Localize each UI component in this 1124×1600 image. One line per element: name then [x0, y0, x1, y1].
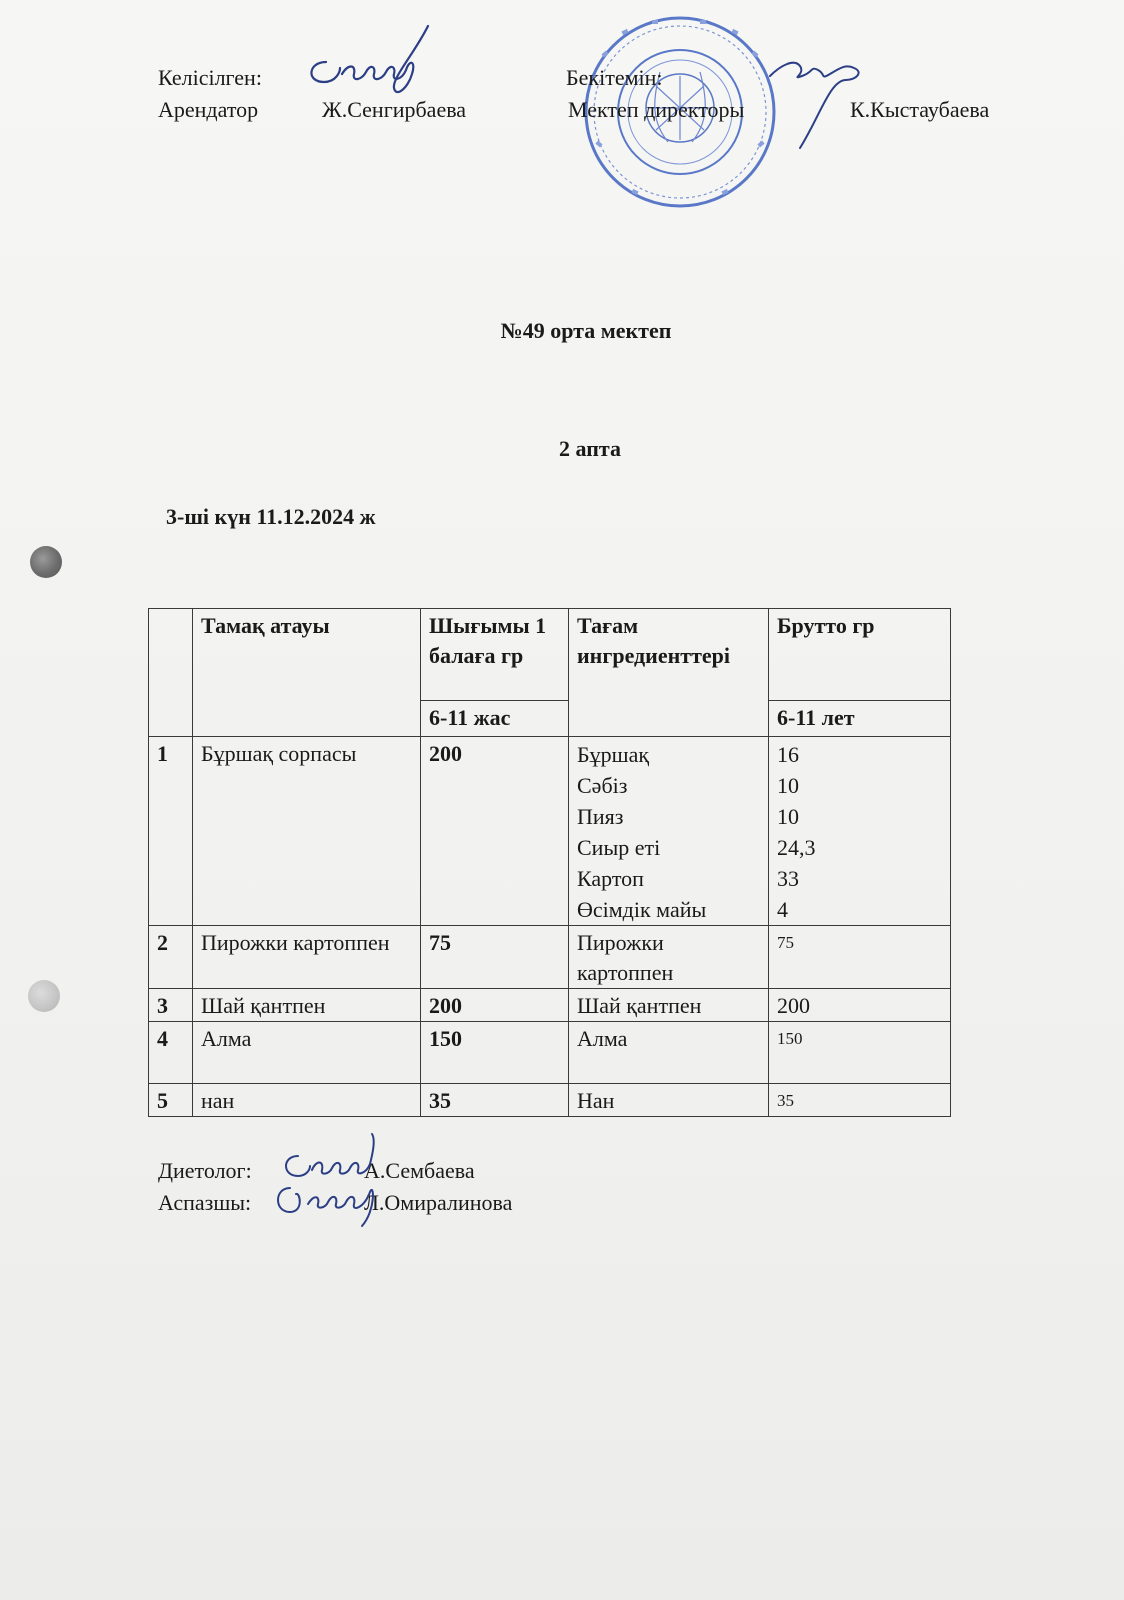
dietolog-name: А.Сембаева [364, 1158, 475, 1183]
age-kz-header: 6-11 жас [421, 701, 569, 737]
punch-hole [30, 546, 62, 578]
day-title: 3-ші күн 11.12.2024 ж [166, 504, 376, 529]
dish-output: 150 [421, 1022, 569, 1084]
dish-output: 75 [421, 926, 569, 989]
row-number: 5 [149, 1084, 193, 1117]
ingredient: Алма [569, 1022, 769, 1084]
dish-output: 200 [421, 989, 569, 1022]
tenant-role: Арендатор [158, 97, 259, 122]
director-name: К.Кыстаубаева [850, 97, 990, 122]
table-header-row [149, 609, 951, 701]
row-number: 1 [149, 737, 193, 926]
table-row [149, 926, 951, 989]
approve-label: Бекітемін: [566, 65, 663, 90]
ingredients-cell [569, 737, 769, 926]
brutto-header: Брутто гр [769, 609, 951, 701]
brutto-value: 10 [777, 804, 799, 829]
row-number: 4 [149, 1022, 193, 1084]
num-header [149, 609, 193, 737]
brutto-value: 75 [769, 926, 951, 989]
menu-table [148, 608, 951, 1117]
brutto-value: 150 [769, 1022, 951, 1084]
week-title: 2 апта [559, 436, 621, 461]
brutto-value: 16 [777, 742, 799, 767]
table-row [149, 737, 951, 926]
agreed-label: Келісілген: [158, 65, 262, 90]
table-row [149, 1022, 951, 1084]
ingredient: Сәбіз [577, 773, 628, 798]
table-row [149, 989, 951, 1022]
cook-signature [270, 1170, 382, 1230]
tenant-signature [296, 18, 446, 98]
cook-name: Л.Омиралинова [364, 1190, 513, 1215]
ingredient: Шай қантпен [569, 989, 769, 1022]
brutto-value: 10 [777, 773, 799, 798]
ingredient: Бұршақ [577, 742, 650, 767]
brutto-value: 200 [769, 989, 951, 1022]
dietolog-label: Диетолог: [158, 1158, 252, 1183]
dish-name: Бұршақ сорпасы [193, 737, 421, 926]
brutto-cell [769, 737, 951, 926]
ingredient: Нан [569, 1084, 769, 1117]
dish-output: 200 [421, 737, 569, 926]
dish-name: нан [193, 1084, 421, 1117]
ingredient: Пирожки картоппен [569, 926, 769, 989]
ingredients-header: Тағам ингредиенттері [569, 609, 769, 737]
brutto-value: 4 [777, 897, 788, 922]
row-number: 3 [149, 989, 193, 1022]
dish-name: Шай қантпен [193, 989, 421, 1022]
director-role: Мектеп директоры [568, 97, 745, 122]
ingredient: Өсімдік майы [577, 897, 707, 922]
punch-hole [28, 980, 60, 1012]
dish-name: Алма [193, 1022, 421, 1084]
brutto-value: 33 [777, 866, 799, 891]
tenant-name: Ж.Сенгирбаева [322, 97, 467, 122]
school-title: №49 орта мектеп [500, 318, 672, 343]
director-signature [760, 36, 880, 154]
row-number: 2 [149, 926, 193, 989]
name-header: Тамақ атауы [193, 609, 421, 737]
brutto-value: 35 [769, 1084, 951, 1117]
brutto-value: 24,3 [777, 835, 816, 860]
age-ru-header: 6-11 лет [769, 701, 951, 737]
output-header: Шығымы 1 балаға гр [421, 609, 569, 701]
dish-output: 35 [421, 1084, 569, 1117]
ingredient: Сиыр еті [577, 835, 661, 860]
ingredient: Пияз [577, 804, 624, 829]
ingredient: Картоп [577, 866, 644, 891]
table-row [149, 1084, 951, 1117]
cook-label: Аспазшы: [158, 1190, 252, 1215]
dish-name: Пирожки картоппен [193, 926, 421, 989]
